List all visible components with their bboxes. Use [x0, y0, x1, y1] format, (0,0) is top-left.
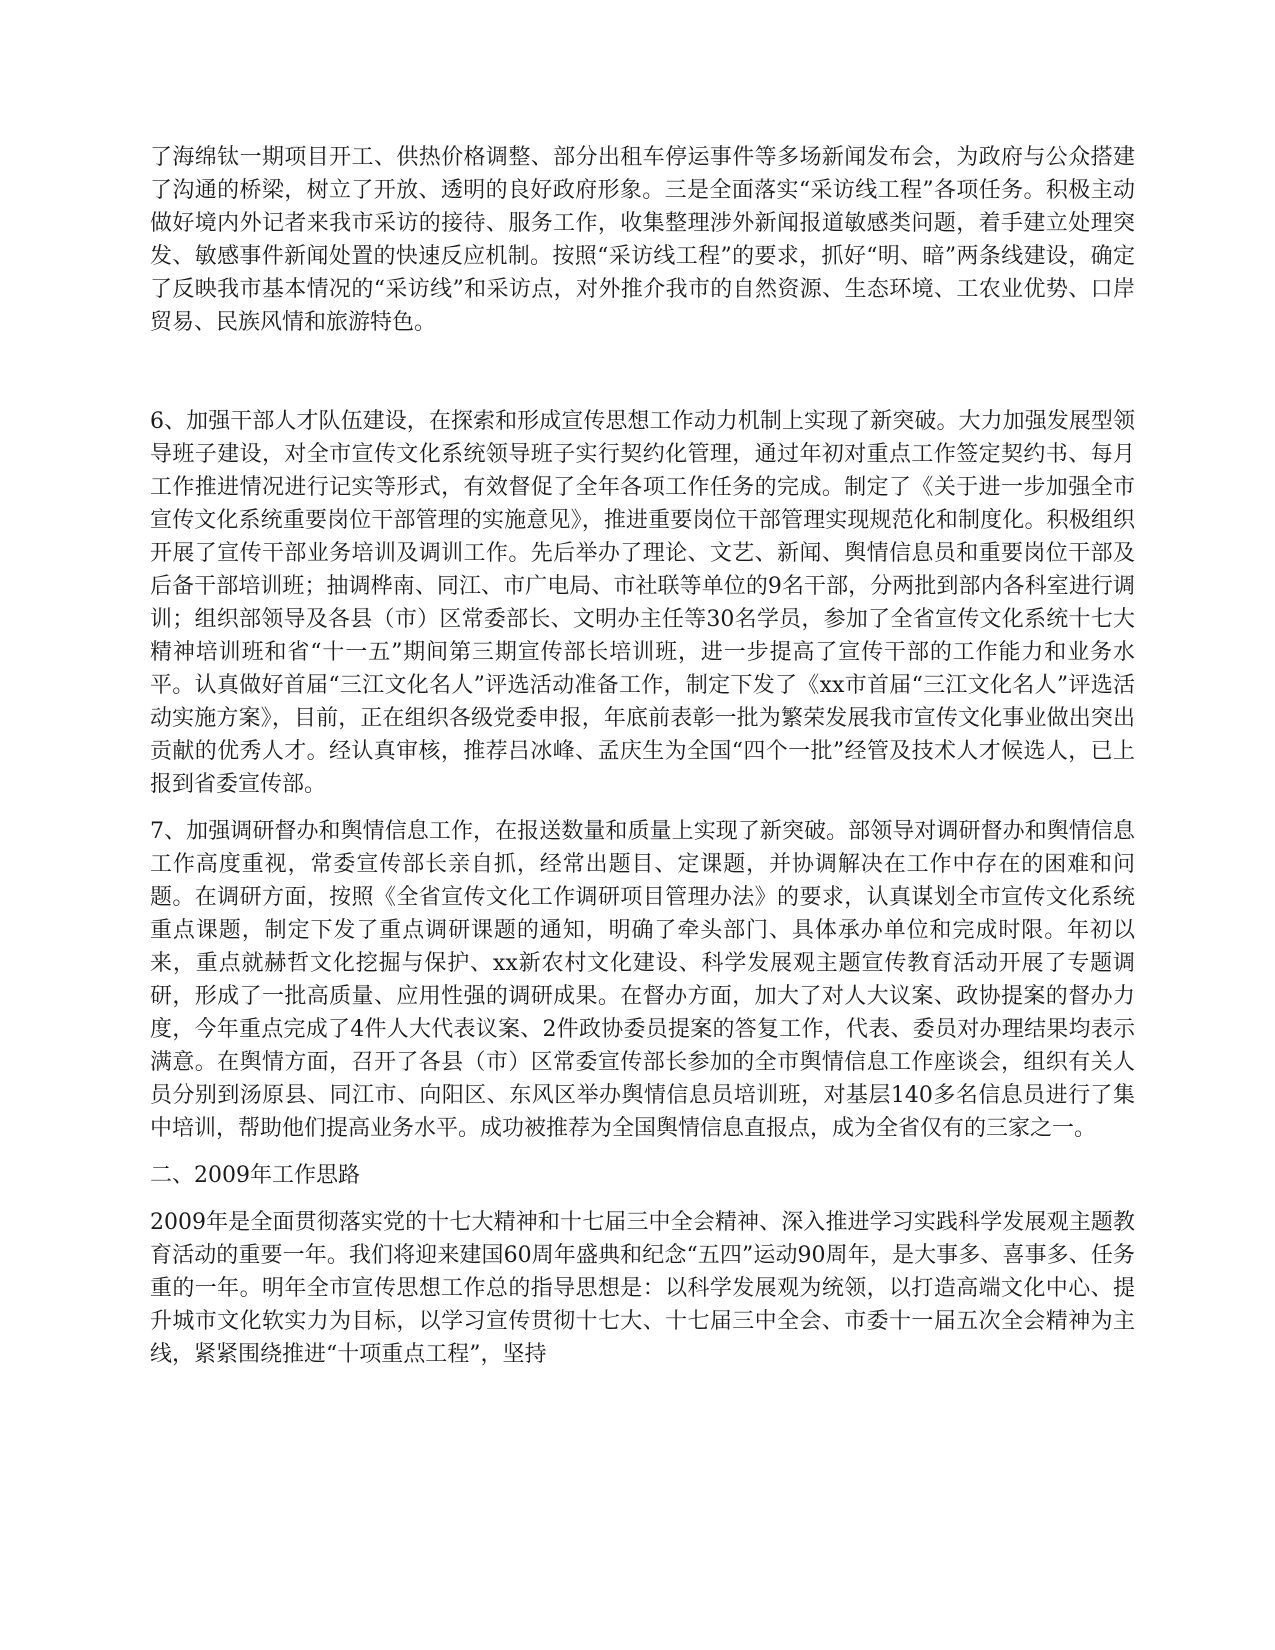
paragraph-2009-plan: 2009年是全面贯彻落实党的十七大精神和十七届三中全会精神、深入推进学习实践科学发展观主题教育活动的重要一年。我们将迎来建国60周年盛典和纪念“五四”运动90周年，是大事多、喜事多、任务重的一年。明年全市宣传思想工作总的指导思想是：以科学发展观为统领，以打造高端文化中心、提升城市文化软实力为目标，以学习宣传贯彻十七大、十七届三中全会、市委十一届五次全会精神为主线，紧紧围绕推进“十项重点工程”，坚持	[150, 1210, 1135, 1367]
paragraph-section-6: 6、加强干部人才队伍建设，在探索和形成宣传思想工作动力机制上实现了新突破。大力加强发展型领导班子建设，对全市宣传文化系统领导班子实行契约化管理，通过年初对重点工作签定契约书、每月工作推进情况进行记实等形式，有效督促了全年各项工作任务的完成。制定了《关于进一步加强全市宣传文化系统重要岗位干部管理的实施意见》，推进重要岗位干部管理实现规范化和制度化。积极组织开展了宣传干部业务培训及调训工作。先后举办了理论、文艺、新闻、舆情信息员和重要岗位干部及后备干部培训班；抽调桦南、同江、市广电局、市社联等单位的9名干部，分两批到部内各科室进行调训；组织部领导及各县（市）区常委部长、文明办主任等30名学员，参加了全省宣传文化系统十七大精神培训班和省“十一五”期间第三期宣传部长培训班，进一步提高了宣传干部的工作能力和业务水平。认真做好首届“三江文化名人”评选活动准备工作，制定下发了《xx市首届“三江文化名人”评选活动实施方案》，目前，正在组织各级党委申报，年底前表彰一批为繁荣发展我市宣传文化事业做出突出贡献的优秀人才。经认真审核，推荐吕冰峰、孟庆生为全国“四个一批”经管及技术人才候选人，已上报到省委宣传部。	[150, 409, 1135, 797]
document-page	[150, 141, 1135, 1371]
section-heading: 二、2009年工作思路	[150, 1163, 360, 1188]
paragraph-section-7: 7、加强调研督办和舆情信息工作，在报送数量和质量上实现了新突破。部领导对调研督办和舆情信息工作高度重视，常委宣传部长亲自抓，经常出题目、定课题，并协调解决在工作中存在的困难和问题。在调研方面，按照《全省宣传文化工作调研项目管理办法》的要求，认真谋划全市宣传文化系统重点课题，制定下发了重点调研课题的通知，明确了牵头部门、具体承办单位和完成时限。年初以来，重点就赫哲文化挖掘与保护、xx新农村文化建设、科学发展观主题宣传教育活动开展了专题调研，形成了一批高质量、应用性强的调研成果。在督办方面，加大了对人大议案、政协提案的督办力度，今年重点完成了4件人大代表议案、2件政协委员提案的答复工作，代表、委员对办理结果均表示满意。在舆情方面，召开了各县（市）区常委宣传部长参加的全市舆情信息工作座谈会，组织有关人员分别到汤原县、同江市、向阳区、东风区举办舆情信息员培训班，对基层140多名信息员进行了集中培训，帮助他们提高业务水平。成功被推荐为全国舆情信息直报点，成为全省仅有的三家之一。	[150, 819, 1135, 1141]
paragraph-intro: 了海绵钛一期项目开工、供热价格调整、部分出租车停运事件等多场新闻发布会，为政府与公众搭建了沟通的桥梁，树立了开放、透明的良好政府形象。三是全面落实“采访线工程”各项任务。积极主动做好境内外记者来我市采访的接待、服务工作，收集整理涉外新闻报道敏感类问题，着手建立处理突发、敏感事件新闻处置的快速反应机制。按照“采访线工程”的要求，抓好“明、暗”两条线建设，确定了反映我市基本情况的“采访线”和采访点，对外推介我市的自然资源、生态环境、工农业优势、口岸贸易、民族风情和旅游特色。	[150, 145, 1135, 335]
